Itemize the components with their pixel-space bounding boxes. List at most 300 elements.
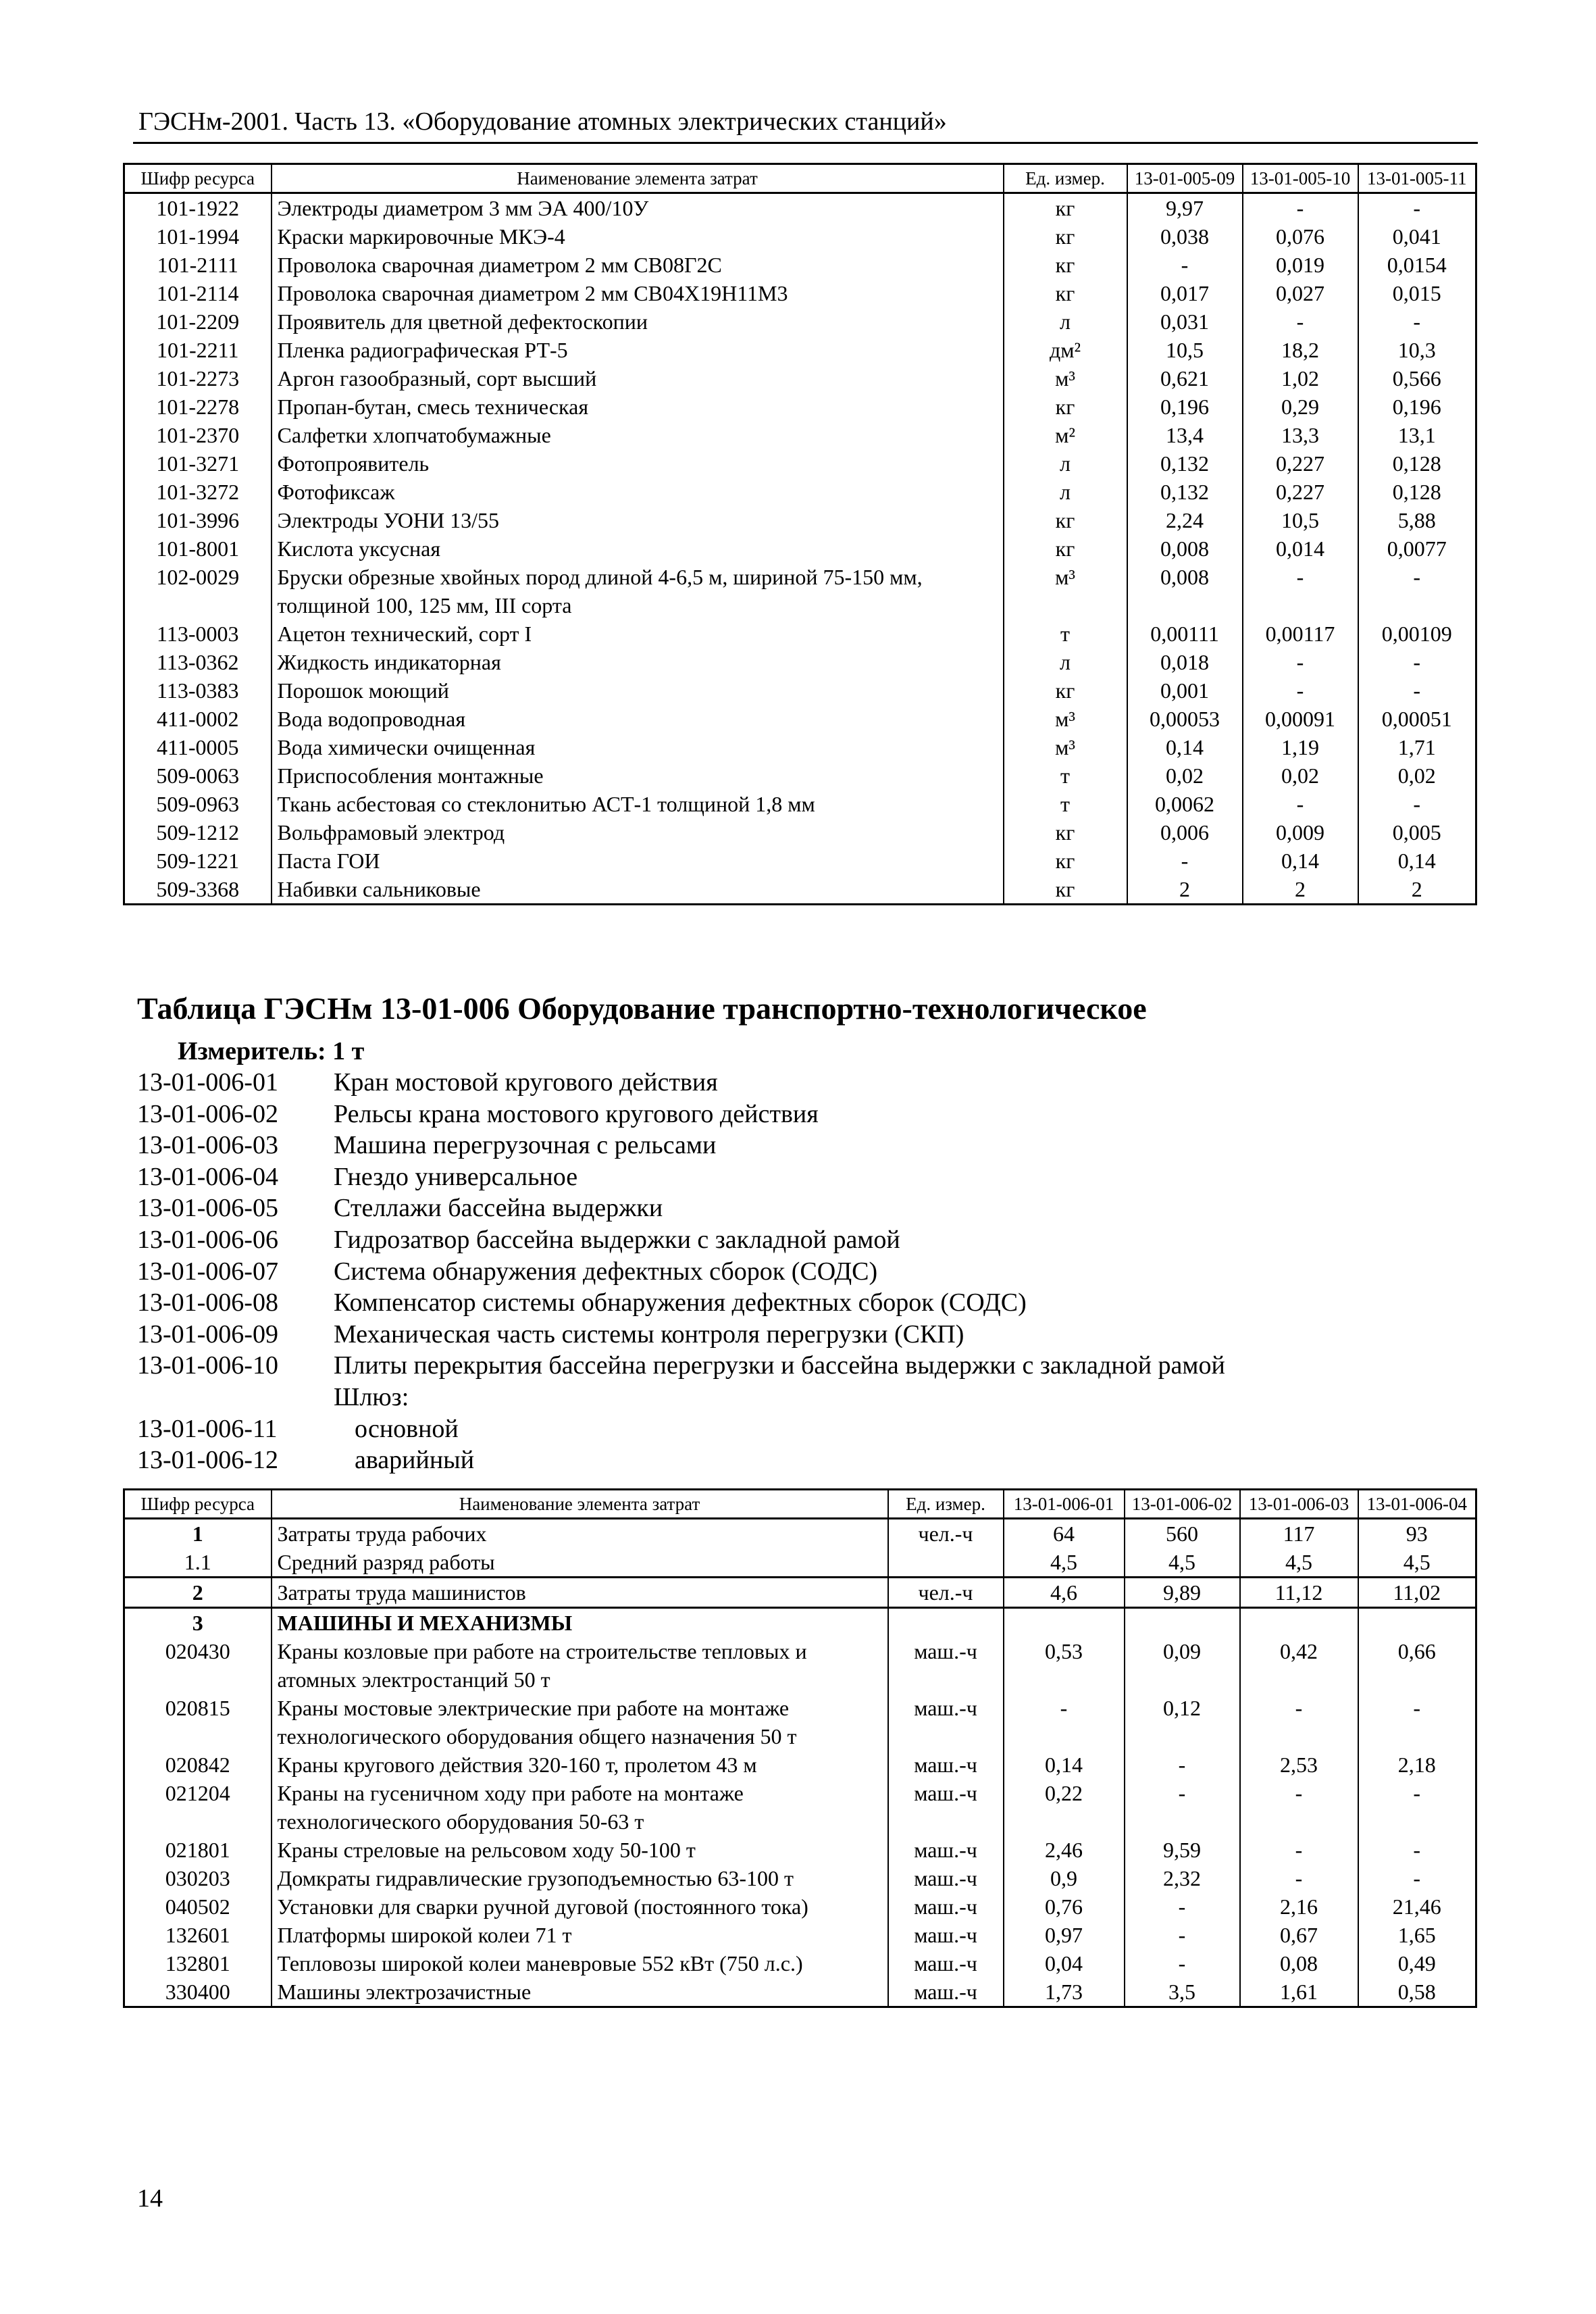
resource-name: Набивки сальниковые xyxy=(272,875,1004,905)
value-cell: 64 xyxy=(1004,1519,1125,1549)
unit: маш.-ч xyxy=(888,1921,1004,1949)
table-row xyxy=(124,818,1476,847)
value-cell: 0,00091 xyxy=(1243,705,1358,733)
value-cell: 0,14 xyxy=(1004,1751,1125,1779)
value-cell: - xyxy=(1358,1779,1476,1836)
value-cell: 11,02 xyxy=(1358,1578,1476,1608)
unit: м³ xyxy=(1004,364,1127,393)
value-cell xyxy=(1240,1608,1358,1638)
table-row xyxy=(124,1751,1476,1779)
item-name: Компенсатор системы обнаружения дефектных сборок (СОДС) xyxy=(334,1288,1027,1317)
unit: чел.-ч xyxy=(888,1578,1004,1608)
value-cell: 0,14 xyxy=(1358,847,1476,875)
table-row xyxy=(124,1836,1476,1864)
table-row xyxy=(124,705,1476,733)
value-cell: 0,015 xyxy=(1358,279,1476,307)
unit: кг xyxy=(1004,393,1127,421)
unit: кг xyxy=(1004,847,1127,875)
resource-code: 509-0063 xyxy=(124,761,272,790)
value-cell: 0,128 xyxy=(1358,449,1476,478)
table-row xyxy=(124,1694,1476,1751)
header-rule xyxy=(133,142,1478,144)
table-row xyxy=(124,790,1476,818)
table-row xyxy=(124,847,1476,875)
table-row xyxy=(124,1637,1476,1694)
value-cell: 2,16 xyxy=(1240,1892,1358,1921)
value-cell: 0,014 xyxy=(1243,534,1358,563)
value-cell: 0,12 xyxy=(1125,1694,1240,1751)
item-code: 13-01-006-06 xyxy=(137,1226,278,1254)
resource-code: 020842 xyxy=(124,1751,272,1779)
value-cell xyxy=(1004,1608,1125,1638)
value-cell: 0,76 xyxy=(1004,1892,1125,1921)
value-cell: 2 xyxy=(1358,875,1476,905)
value-cell: 0,018 xyxy=(1127,648,1243,676)
resource-name: Домкраты гидравлические грузоподъемностью 63-100 т xyxy=(272,1864,888,1892)
item-code: 13-01-006-07 xyxy=(137,1257,278,1286)
value-cell: - xyxy=(1240,1779,1358,1836)
value-cell: - xyxy=(1243,563,1358,620)
table-row xyxy=(124,393,1476,421)
resource-code: 102-0029 xyxy=(124,563,272,620)
value-cell: 2,46 xyxy=(1004,1836,1125,1864)
resource-name: Средний разряд работы xyxy=(272,1548,888,1578)
column-header: Наименование элемента затрат xyxy=(272,1490,888,1519)
item-code: 13-01-006-09 xyxy=(137,1319,278,1349)
value-cell: 4,5 xyxy=(1004,1548,1125,1578)
value-cell: - xyxy=(1240,1836,1358,1864)
resource-code: 132601 xyxy=(124,1921,272,1949)
resource-code: 101-2211 xyxy=(124,336,272,364)
resource-code: 101-1994 xyxy=(124,222,272,251)
value-cell: 0,041 xyxy=(1358,222,1476,251)
value-cell xyxy=(1125,1608,1240,1638)
measure-unit: Измеритель: 1 т xyxy=(178,1037,365,1065)
resource-name: Краны стреловые на рельсовом ходу 50-100 т xyxy=(272,1836,888,1864)
resource-code: 020430 xyxy=(124,1637,272,1694)
value-cell: 0,08 xyxy=(1240,1949,1358,1978)
resource-name: Ацетон технический, сорт I xyxy=(272,620,1004,648)
resource-name: Аргон газообразный, сорт высший xyxy=(272,364,1004,393)
unit: маш.-ч xyxy=(888,1978,1004,2007)
value-cell: 1,02 xyxy=(1243,364,1358,393)
value-cell: 0,227 xyxy=(1243,449,1358,478)
unit: кг xyxy=(1004,818,1127,847)
item-code: 13-01-006-11 xyxy=(137,1414,278,1443)
value-cell: - xyxy=(1125,1921,1240,1949)
value-cell: 13,1 xyxy=(1358,421,1476,449)
running-header: ГЭСНм-2001. Часть 13. «Оборудование атомных электрических станций» xyxy=(138,107,947,136)
value-cell: 0,196 xyxy=(1127,393,1243,421)
item-name: Механическая часть системы контроля перегрузки (СКП) xyxy=(334,1319,964,1349)
value-cell: 0,031 xyxy=(1127,307,1243,336)
value-cell: - xyxy=(1127,251,1243,279)
unit: кг xyxy=(1004,534,1127,563)
value-cell: 2 xyxy=(1127,875,1243,905)
value-cell: 1,71 xyxy=(1358,733,1476,761)
table-row xyxy=(124,534,1476,563)
table-row xyxy=(124,506,1476,534)
value-cell: 4,6 xyxy=(1004,1578,1125,1608)
table-row xyxy=(124,620,1476,648)
column-header: Ед. измер. xyxy=(1004,164,1127,193)
unit: м³ xyxy=(1004,733,1127,761)
value-cell: 0,027 xyxy=(1243,279,1358,307)
resource-name: Установки для сварки ручной дуговой (постоянного тока) xyxy=(272,1892,888,1921)
item-name: основной xyxy=(355,1414,459,1443)
value-cell: 0,008 xyxy=(1127,534,1243,563)
unit: маш.-ч xyxy=(888,1694,1004,1751)
value-cell: - xyxy=(1358,193,1476,223)
item-code: 13-01-006-04 xyxy=(137,1162,278,1191)
unit: кг xyxy=(1004,875,1127,905)
item-name: Стеллажи бассейна выдержки xyxy=(334,1194,663,1223)
unit: маш.-ч xyxy=(888,1864,1004,1892)
table-header-row xyxy=(124,1490,1476,1519)
section-title: Таблица ГЭСНм 13-01-006 Оборудование транспортно-технологическое xyxy=(137,991,1147,1026)
value-cell: 0,29 xyxy=(1243,393,1358,421)
resource-code: 101-3272 xyxy=(124,478,272,506)
value-cell: - xyxy=(1004,1694,1125,1751)
resource-name: Проявитель для цветной дефектоскопии xyxy=(272,307,1004,336)
item-name: Машина перегрузочная с рельсами xyxy=(334,1131,717,1160)
resource-name: Краны мостовые электрические при работе на монтаже технологического оборудования общего назначения 50 т xyxy=(272,1694,888,1751)
value-cell: 0,006 xyxy=(1127,818,1243,847)
value-cell: 0,9 xyxy=(1004,1864,1125,1892)
value-cell: 4,5 xyxy=(1240,1548,1358,1578)
table-row xyxy=(124,1978,1476,2007)
column-header: 13-01-006-04 xyxy=(1358,1490,1476,1519)
value-cell: 3,5 xyxy=(1125,1978,1240,2007)
item-code: 13-01-006-08 xyxy=(137,1288,278,1317)
item-code: 13-01-006-02 xyxy=(137,1099,278,1128)
unit: кг xyxy=(1004,676,1127,705)
resource-code: 101-2209 xyxy=(124,307,272,336)
value-cell xyxy=(1358,1608,1476,1638)
value-cell: 0,00051 xyxy=(1358,705,1476,733)
table-row xyxy=(124,648,1476,676)
value-cell: 0,038 xyxy=(1127,222,1243,251)
resource-name: Машины электрозачистные xyxy=(272,1978,888,2007)
column-header: Шифр ресурса xyxy=(124,1490,272,1519)
column-header: 13-01-005-10 xyxy=(1243,164,1358,193)
unit xyxy=(888,1608,1004,1638)
value-cell: 2,53 xyxy=(1240,1751,1358,1779)
column-header: 13-01-006-01 xyxy=(1004,1490,1125,1519)
resource-name: Пленка радиографическая РТ-5 xyxy=(272,336,1004,364)
unit: маш.-ч xyxy=(888,1779,1004,1836)
resource-name: Краны козловые при работе на строительстве тепловых и атомных электростанций 50 т xyxy=(272,1637,888,1694)
value-cell: - xyxy=(1125,1892,1240,1921)
table-row xyxy=(124,1892,1476,1921)
resource-code: 411-0005 xyxy=(124,733,272,761)
table-row xyxy=(124,449,1476,478)
table-header-row xyxy=(124,164,1476,193)
table-row xyxy=(124,222,1476,251)
value-cell: - xyxy=(1243,193,1358,223)
value-cell: 0,67 xyxy=(1240,1921,1358,1949)
unit: маш.-ч xyxy=(888,1836,1004,1864)
resources-table-005 xyxy=(123,163,1477,905)
item-code: 13-01-006-03 xyxy=(137,1131,278,1160)
value-cell: - xyxy=(1243,676,1358,705)
resource-code: 101-8001 xyxy=(124,534,272,563)
item-name: Кран мостовой кругового действия xyxy=(334,1068,718,1097)
value-cell: 1,65 xyxy=(1358,1921,1476,1949)
unit: кг xyxy=(1004,279,1127,307)
value-cell: 0,00117 xyxy=(1243,620,1358,648)
resource-name: Пропан-бутан, смесь техническая xyxy=(272,393,1004,421)
resource-name: Жидкость индикаторная xyxy=(272,648,1004,676)
unit: кг xyxy=(1004,193,1127,223)
resource-name: Салфетки хлопчатобумажные xyxy=(272,421,1004,449)
column-header: 13-01-005-09 xyxy=(1127,164,1243,193)
item-code: 13-01-006-12 xyxy=(137,1446,278,1475)
resource-code: 509-3368 xyxy=(124,875,272,905)
resource-code: 509-0963 xyxy=(124,790,272,818)
value-cell: 560 xyxy=(1125,1519,1240,1549)
table-row xyxy=(124,251,1476,279)
table-row xyxy=(124,563,1476,620)
resource-code: 101-2370 xyxy=(124,421,272,449)
item-name: Рельсы крана мостового кругового действия xyxy=(334,1099,819,1128)
value-cell: 0,22 xyxy=(1004,1779,1125,1836)
unit: маш.-ч xyxy=(888,1751,1004,1779)
value-cell: 0,001 xyxy=(1127,676,1243,705)
item-name: аварийный xyxy=(355,1446,475,1475)
value-cell: - xyxy=(1243,648,1358,676)
table-row xyxy=(124,279,1476,307)
resource-name: МАШИНЫ И МЕХАНИЗМЫ xyxy=(272,1608,888,1638)
table-row xyxy=(124,875,1476,905)
value-cell: 0,09 xyxy=(1125,1637,1240,1694)
column-header: Шифр ресурса xyxy=(124,164,272,193)
table-row xyxy=(124,1949,1476,1978)
value-cell: 9,97 xyxy=(1127,193,1243,223)
resource-name: Краны на гусеничном ходу при работе на монтаже технологического оборудования 50-63 т xyxy=(272,1779,888,1836)
value-cell: 0,53 xyxy=(1004,1637,1125,1694)
item-name: Система обнаружения дефектных сборок (СОДС) xyxy=(334,1257,878,1286)
resources-table-006 xyxy=(123,1488,1477,2008)
value-cell: 0,00109 xyxy=(1358,620,1476,648)
value-cell: - xyxy=(1125,1751,1240,1779)
item-code: 13-01-006-05 xyxy=(137,1194,278,1223)
table-row xyxy=(124,336,1476,364)
value-cell: 0,132 xyxy=(1127,449,1243,478)
value-cell: 0,14 xyxy=(1127,733,1243,761)
value-cell: - xyxy=(1358,1694,1476,1751)
table-row xyxy=(124,1578,1476,1608)
item-code: 13-01-006-10 xyxy=(137,1351,278,1380)
resource-code: 132801 xyxy=(124,1949,272,1978)
value-cell: 1,73 xyxy=(1004,1978,1125,2007)
value-cell: 0,008 xyxy=(1127,563,1243,620)
resource-code: 1 xyxy=(124,1519,272,1549)
value-cell: - xyxy=(1243,790,1358,818)
resource-code: 1.1 xyxy=(124,1548,272,1578)
resource-code: 113-0362 xyxy=(124,648,272,676)
unit: л xyxy=(1004,449,1127,478)
resource-code: 101-1922 xyxy=(124,193,272,223)
column-header: Наименование элемента затрат xyxy=(272,164,1004,193)
value-cell: 2 xyxy=(1243,875,1358,905)
resource-name: Бруски обрезные хвойных пород длиной 4-6,5 м, шириной 75-150 мм, толщиной 100, 125 мм, III сорта xyxy=(272,563,1004,620)
resource-name: Вольфрамовый электрод xyxy=(272,818,1004,847)
value-cell: - xyxy=(1240,1864,1358,1892)
value-cell: - xyxy=(1127,847,1243,875)
unit: кг xyxy=(1004,251,1127,279)
value-cell: 9,89 xyxy=(1125,1578,1240,1608)
resource-name: Краски маркировочные МКЭ-4 xyxy=(272,222,1004,251)
value-cell: 0,04 xyxy=(1004,1949,1125,1978)
unit: л xyxy=(1004,307,1127,336)
resource-name: Тепловозы широкой колеи маневровые 552 кВт (750 л.с.) xyxy=(272,1949,888,1978)
value-cell: - xyxy=(1358,790,1476,818)
value-cell: 0,019 xyxy=(1243,251,1358,279)
resource-code: 101-2114 xyxy=(124,279,272,307)
value-cell: 0,42 xyxy=(1240,1637,1358,1694)
value-cell: 0,621 xyxy=(1127,364,1243,393)
value-cell: 0,566 xyxy=(1358,364,1476,393)
resource-code: 101-3271 xyxy=(124,449,272,478)
table-row xyxy=(124,1779,1476,1836)
table-row xyxy=(124,421,1476,449)
table-row xyxy=(124,1921,1476,1949)
item-name: Плиты перекрытия бассейна перегрузки и бассейна выдержки с закладной рамой xyxy=(334,1351,1225,1380)
resource-code: 030203 xyxy=(124,1864,272,1892)
value-cell: 4,5 xyxy=(1358,1548,1476,1578)
value-cell: 18,2 xyxy=(1243,336,1358,364)
resource-name: Затраты труда рабочих xyxy=(272,1519,888,1549)
value-cell: - xyxy=(1358,676,1476,705)
value-cell: 2,24 xyxy=(1127,506,1243,534)
unit: дм² xyxy=(1004,336,1127,364)
unit: л xyxy=(1004,648,1127,676)
column-header: 13-01-006-02 xyxy=(1125,1490,1240,1519)
value-cell: 10,5 xyxy=(1127,336,1243,364)
column-header: 13-01-005-11 xyxy=(1358,164,1476,193)
resource-code: 101-3996 xyxy=(124,506,272,534)
column-header: 13-01-006-03 xyxy=(1240,1490,1358,1519)
resource-code: 020815 xyxy=(124,1694,272,1751)
table-row xyxy=(124,1864,1476,1892)
resource-code: 021204 xyxy=(124,1779,272,1836)
item-name: Гидрозатвор бассейна выдержки с закладной рамой xyxy=(334,1226,900,1254)
table-row xyxy=(124,478,1476,506)
resource-name: Вода химически очищенная xyxy=(272,733,1004,761)
value-cell: 93 xyxy=(1358,1519,1476,1549)
value-cell: 0,005 xyxy=(1358,818,1476,847)
value-cell: 0,02 xyxy=(1358,761,1476,790)
unit: м³ xyxy=(1004,705,1127,733)
page-number: 14 xyxy=(137,2184,163,2213)
unit: м³ xyxy=(1004,563,1127,620)
value-cell: - xyxy=(1243,307,1358,336)
value-cell: 0,58 xyxy=(1358,1978,1476,2007)
column-header: Ед. измер. xyxy=(888,1490,1004,1519)
resource-code: 2 xyxy=(124,1578,272,1608)
resource-code: 509-1221 xyxy=(124,847,272,875)
unit xyxy=(888,1548,1004,1578)
unit: т xyxy=(1004,790,1127,818)
value-cell: 10,5 xyxy=(1243,506,1358,534)
resource-code: 113-0003 xyxy=(124,620,272,648)
value-cell: 0,00111 xyxy=(1127,620,1243,648)
resource-name: Проволока сварочная диаметром 2 мм СВ08Г2С xyxy=(272,251,1004,279)
resource-name: Краны кругового действия 320-160 т, пролетом 43 м xyxy=(272,1751,888,1779)
table-row xyxy=(124,307,1476,336)
resource-code: 411-0002 xyxy=(124,705,272,733)
unit: чел.-ч xyxy=(888,1519,1004,1549)
value-cell: 0,66 xyxy=(1358,1637,1476,1694)
value-cell: - xyxy=(1358,563,1476,620)
value-cell: 13,3 xyxy=(1243,421,1358,449)
value-cell: 5,88 xyxy=(1358,506,1476,534)
table-row xyxy=(124,193,1476,223)
resource-name: Затраты труда машинистов xyxy=(272,1578,888,1608)
value-cell: 0,017 xyxy=(1127,279,1243,307)
item-name: Шлюз: xyxy=(334,1383,409,1411)
value-cell: 0,02 xyxy=(1243,761,1358,790)
value-cell: 1,61 xyxy=(1240,1978,1358,2007)
value-cell: 13,4 xyxy=(1127,421,1243,449)
unit: кг xyxy=(1004,222,1127,251)
unit: маш.-ч xyxy=(888,1949,1004,1978)
value-cell: 10,3 xyxy=(1358,336,1476,364)
resource-name: Кислота уксусная xyxy=(272,534,1004,563)
value-cell: 0,196 xyxy=(1358,393,1476,421)
value-cell: 2,32 xyxy=(1125,1864,1240,1892)
value-cell: 0,49 xyxy=(1358,1949,1476,1978)
value-cell: 0,227 xyxy=(1243,478,1358,506)
value-cell: 21,46 xyxy=(1358,1892,1476,1921)
value-cell: 0,076 xyxy=(1243,222,1358,251)
resource-name: Приспособления монтажные xyxy=(272,761,1004,790)
value-cell: 11,12 xyxy=(1240,1578,1358,1608)
table-row xyxy=(124,761,1476,790)
value-cell: - xyxy=(1358,1864,1476,1892)
value-cell: - xyxy=(1358,307,1476,336)
table-row xyxy=(124,676,1476,705)
unit: т xyxy=(1004,620,1127,648)
value-cell: 2,18 xyxy=(1358,1751,1476,1779)
resource-code: 3 xyxy=(124,1608,272,1638)
value-cell: 0,02 xyxy=(1127,761,1243,790)
value-cell: 0,128 xyxy=(1358,478,1476,506)
resource-code: 101-2111 xyxy=(124,251,272,279)
table-row xyxy=(124,1548,1476,1578)
unit: маш.-ч xyxy=(888,1637,1004,1694)
value-cell: 0,0062 xyxy=(1127,790,1243,818)
value-cell: - xyxy=(1125,1949,1240,1978)
resource-name: Ткань асбестовая со стеклонитью АСТ-1 толщиной 1,8 мм xyxy=(272,790,1004,818)
value-cell: 117 xyxy=(1240,1519,1358,1549)
value-cell: 9,59 xyxy=(1125,1836,1240,1864)
resource-name: Платформы широкой колеи 71 т xyxy=(272,1921,888,1949)
resource-code: 040502 xyxy=(124,1892,272,1921)
resource-name: Порошок моющий xyxy=(272,676,1004,705)
resource-code: 509-1212 xyxy=(124,818,272,847)
value-cell: 0,97 xyxy=(1004,1921,1125,1949)
table-row xyxy=(124,1608,1476,1638)
unit: маш.-ч xyxy=(888,1892,1004,1921)
value-cell: - xyxy=(1358,648,1476,676)
value-cell: 0,0077 xyxy=(1358,534,1476,563)
resource-code: 101-2273 xyxy=(124,364,272,393)
resource-name: Фотопроявитель xyxy=(272,449,1004,478)
item-name: Гнездо универсальное xyxy=(334,1162,578,1191)
resource-name: Фотофиксаж xyxy=(272,478,1004,506)
